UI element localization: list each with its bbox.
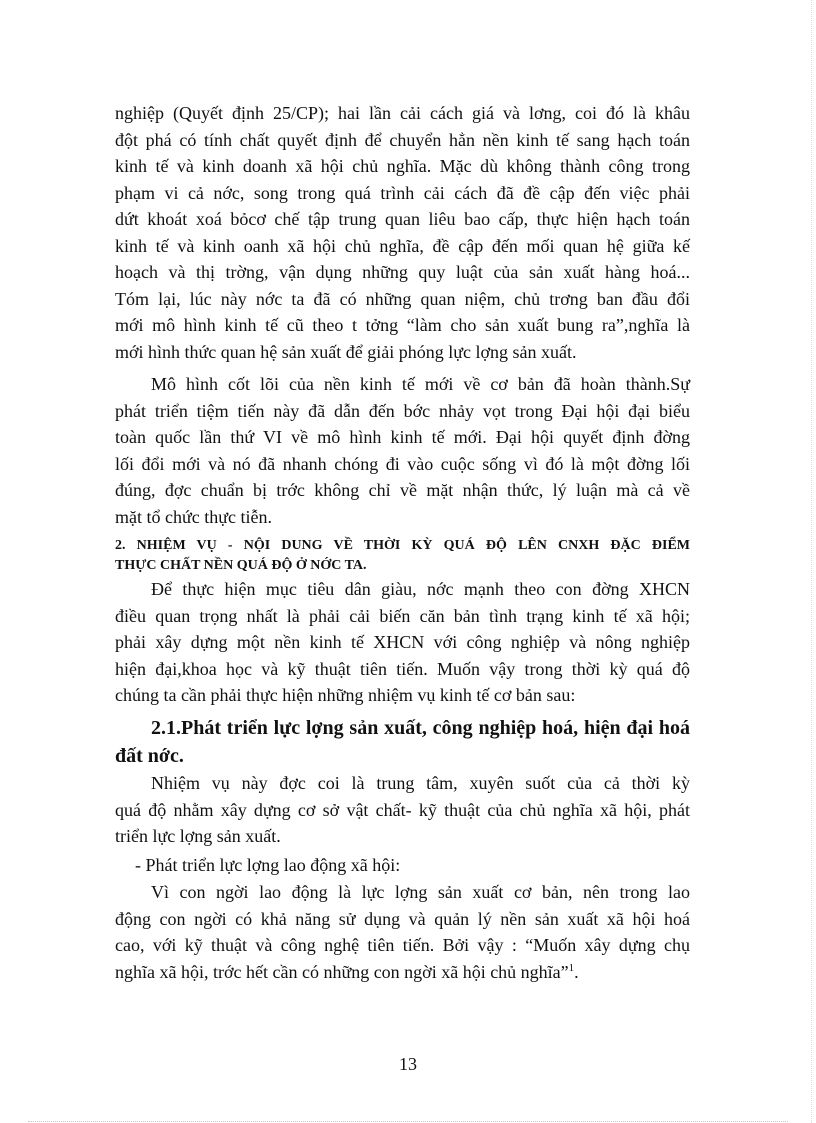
text-line: phát triển tiệm tiến này đã dẫn đến bớc nhảy vọt trong Đại hội đại biểu [115,400,690,421]
text-line: động con ngời có khả năng sử dụng và quản lý nền sản xuất xã hội hoá [115,908,690,929]
text-line: hoạch và thị trờng, vận dụng những quy luật của sản xuất hàng hoá... [115,262,690,282]
bullet-item [115,852,690,879]
text-line: đúng, đợc chuẩn bị trớc không chỉ về mặt nhận thức, lý luận mà cả về [115,480,690,500]
text-line: cao, với kỹ thuật và công nghệ tiên tiến. Bởi vậy : “Muốn xây dựng chụ [115,935,690,955]
text-line: hiện đại,khoa học và kỹ thuật tiên tiến. Muốn vậy trong thời kỳ quá độ [115,658,690,679]
text-line: kinh tế và kinh doanh xã hội chủ nghĩa. Mặc dù không thành công trong [115,156,690,176]
text-line: toàn quốc lần thứ VI về mô hình kinh tế mới. Đại hội quyết định đờng [115,427,690,447]
page-side-divider [811,0,812,1123]
text-line: nghĩa xã hội, trớc hết cần có những con ngời xã hội chủ nghĩa” [115,961,569,982]
text-line: Nhiệm vụ này đợc coi là trung tâm, xuyên suốt của cả thời kỳ [151,773,690,793]
paragraph-4 [115,770,690,850]
page-edge-divider [28,1121,788,1122]
text-line: phạm vi cả nớc, song trong quá trình cải cách đã đề cập đến việc phải [115,182,690,203]
text-line: Để thực hiện mục tiêu dân giàu, nớc mạnh theo con đờng XHCN [151,579,690,599]
heading-line: đất nớc. [115,745,184,767]
text-line: mới mô hình kinh tế cũ theo t tởng “làm cho sản xuất bung ra”,nghĩa là [115,315,690,335]
text-line: triển lực lợng sản xuất. [115,826,281,846]
text-line: Tóm lại, lúc này nớc ta đã có những quan niệm, chủ trơng ban đầu đổi [115,288,690,309]
text-line: nghiệp (Quyết định 25/CP); hai lần cải cách giá và lơng, coi đó là khâu [115,103,690,123]
text-line: lối đổi mới và nó đã nhanh chóng đi vào cuộc sống vì đó là một đờng lối [115,453,690,474]
heading-line: THỰC CHẤT NỀN QUÁ ĐỘ Ở NỚC TA. [115,558,367,573]
bullet-line: - Phát triển lực lợng lao động xã hội: [135,855,401,875]
page-number: 13 [399,1054,417,1074]
footnote-marker[interactable]: 1 [568,961,575,974]
text-line: mới hình thức quan hệ sản xuất để giải phóng lực lợng sản xuất. [115,341,577,362]
text-line: dứt khoát xoá bỏcơ chế tập trung quan liêu bao cấp, thực hiện hạch toán [115,209,690,229]
subsection-heading [115,714,690,770]
sentence-end: . [574,961,579,982]
text-line: điều quan trọng nhất là phải cải biến căn bản tình trạng kinh tế xã hội; [115,605,690,626]
paragraph-2 [115,371,690,530]
paragraph-5 [115,879,690,985]
paragraph-1 [115,100,690,365]
text-line: chúng ta cần phải thực hiện những nhiệm vụ kinh tế cơ bản sau: [115,685,576,705]
text-line: Vì con ngời lao động là lực lợng sản xuất cơ bản, nên trong lao [151,882,690,902]
text-line: phải xây dựng một nền kinh tế XHCN với công nghiệp và nông nghiệp [115,632,690,652]
text-line: đột phá có tính chất quyết định để chuyển hẳn nền kinh tế sang hạch toán [115,129,690,150]
text-line-with-footnote [115,959,690,986]
paragraph-3 [115,576,690,709]
text-line: mặt tổ chức thực tiễn. [115,506,272,527]
section-heading [115,536,690,576]
text-line: kinh tế và kinh oanh xã hội chủ nghĩa, đề cập đến mối quan hệ giữa kế [115,235,690,256]
heading-line: 2. NHIỆM VỤ - NỘI DUNG VỀ THỜI KỲ QUÁ ĐỘ LÊN CNXH ĐẶC ĐIỂM [115,538,690,553]
text-line: Mô hình cốt lõi của nền kinh tế mới về cơ bản đã hoàn thành.Sự [151,374,690,394]
text-line: quá độ nhằm xây dựng cơ sở vật chất- kỹ thuật của chủ nghĩa xã hội, phát [115,799,690,820]
heading-line: 2.1.Phát triển lực lợng sản xuất, công nghiệp hoá, hiện đại hoá [151,717,690,739]
